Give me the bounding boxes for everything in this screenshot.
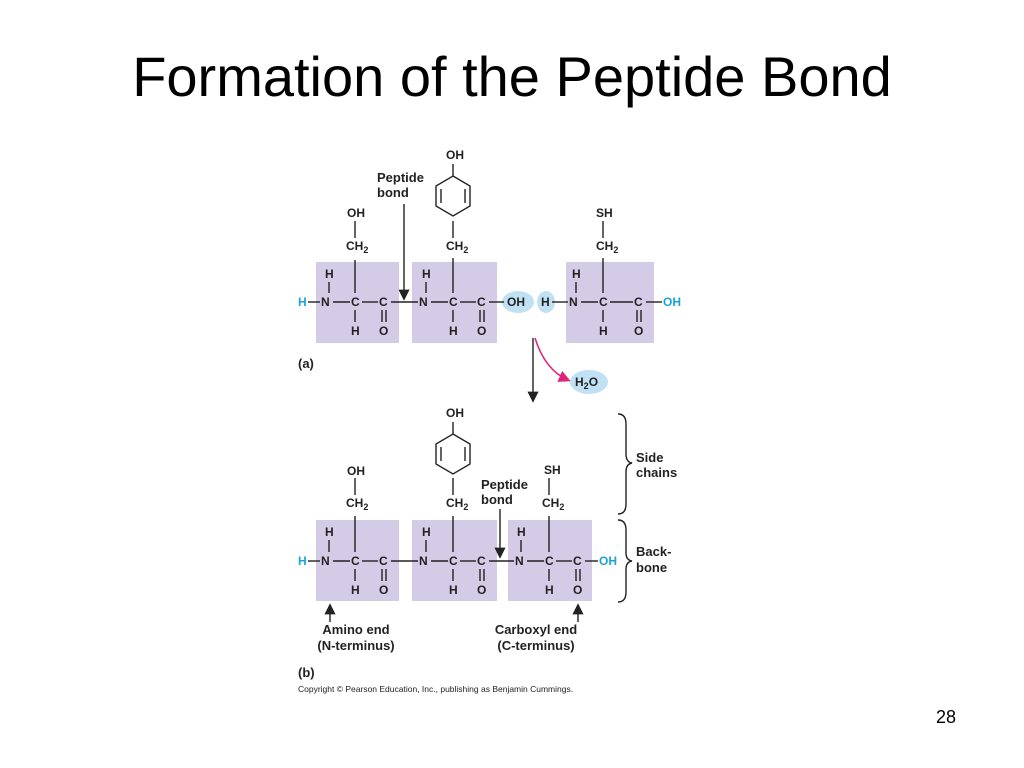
atom-h: H [599,324,608,338]
atom-c-carbonyl: C [379,554,388,568]
peptide-bond-label: bond [481,492,513,507]
atom-h: H [449,324,458,338]
atom-c-carbonyl: C [477,295,486,309]
atom-h: H [351,324,360,338]
side-chain-sh: SH [544,463,561,477]
atom-n: N [569,295,578,309]
peptide-bond-label: Peptide [377,170,424,185]
atom-h: H [325,525,334,539]
backbone-brace [618,520,632,602]
carboxyl-end-label: (C-terminus) [497,638,575,653]
leaving-h: H [541,295,550,309]
side-chains-brace [618,414,632,514]
panel-b [298,406,677,680]
atom-n: N [419,295,428,309]
side-chains-label: chains [636,465,678,480]
atom-c-alpha: C [449,295,458,309]
atom-n: N [515,554,524,568]
side-chains-label: Side [636,450,664,465]
atom-c-carbonyl: C [379,295,388,309]
atom-c-alpha: C [545,554,554,568]
carboxyl-end-label: Carboxyl end [494,622,578,637]
copyright-notice: Copyright © Pearson Education, Inc., publishing as Benjamin Cummings. [298,684,574,694]
amino-end-label: (N-terminus) [317,638,395,653]
atom-c-alpha: C [449,554,458,568]
slide-title: Formation of the Peptide Bond [132,45,892,108]
terminal-h: H [298,554,307,568]
atom-c-alpha: C [351,554,360,568]
atom-c-carbonyl: C [477,554,486,568]
atom-h: H [572,267,581,281]
backbone-label: bone [636,560,668,575]
atom-h: H [422,525,431,539]
atom-o: O [477,583,487,597]
atom-h: H [351,583,360,597]
atom-n: N [321,295,330,309]
side-chain-ch2: $CH_2$ [346,496,369,512]
side-chain-ch2: $CH_2$ [446,239,469,255]
water-molecule: $H_2O$ [575,375,599,391]
atom-c-alpha: C [599,295,608,309]
side-chain-ch2: $CH_2$ [596,239,619,255]
terminal-h: H [298,295,307,309]
atom-c-carbonyl: C [573,554,582,568]
side-chain-ch2: $CH_2$ [542,496,565,512]
side-chain-oh: OH [446,148,464,162]
atom-o: O [573,583,583,597]
panel-a-label: (a) [298,356,314,371]
side-chain-sh: SH [596,206,613,220]
atom-n: N [419,554,428,568]
atom-c-alpha: C [351,295,360,309]
atom-o: O [379,583,389,597]
side-chain-oh: OH [347,464,365,478]
side-chain-oh: OH [446,406,464,420]
atom-o: O [634,324,644,338]
terminal-oh: OH [599,554,617,568]
water-release-arrow [535,338,568,380]
atom-h: H [325,267,334,281]
backbone-label: Back- [636,544,672,559]
atom-o: O [379,324,389,338]
atom-h: H [449,583,458,597]
amino-end-label: Amino end [322,622,390,637]
side-chain-oh: OH [347,206,365,220]
terminal-oh: OH [663,295,681,309]
atom-o: O [477,324,487,338]
side-chain-ch2: $CH_2$ [446,496,469,512]
atom-c-carbonyl: C [634,295,643,309]
atom-h: H [422,267,431,281]
atom-h: H [545,583,554,597]
peptide-bond-label: bond [377,185,409,200]
side-chain-ch2: $CH_2$ [346,239,369,255]
atom-n: N [321,554,330,568]
panel-b-label: (b) [298,665,315,680]
page-number: 28 [936,707,957,727]
peptide-bond-label: Peptide [481,477,528,492]
panel-a [298,148,681,400]
atom-h: H [517,525,526,539]
leaving-oh: OH [507,295,525,309]
